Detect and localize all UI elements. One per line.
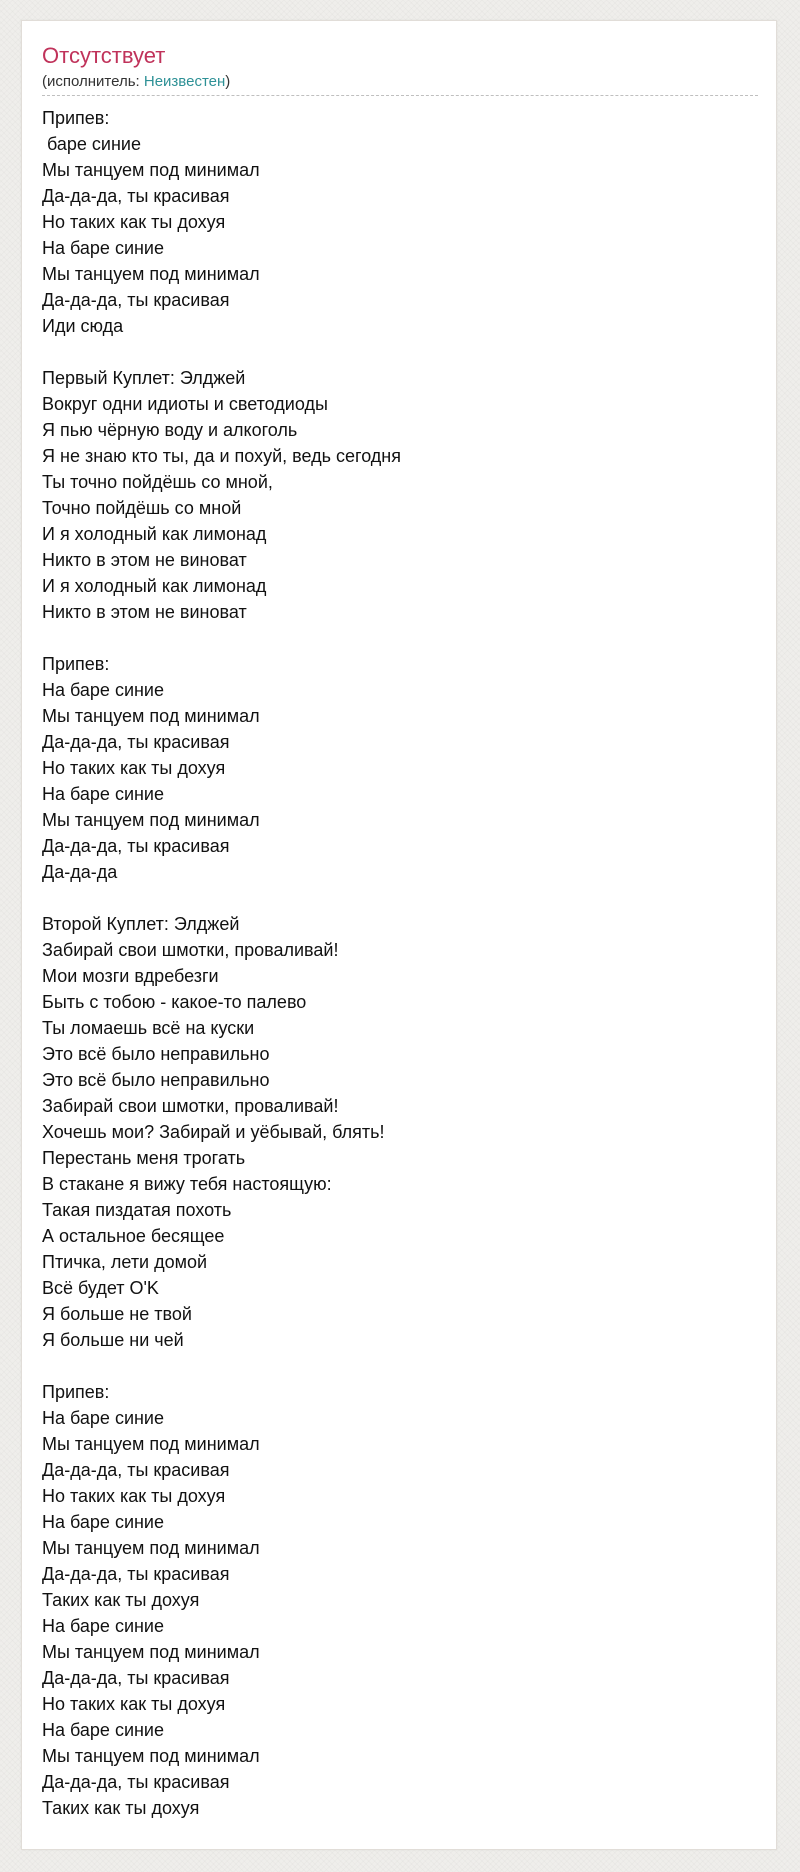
- lyric-line: Таких как ты дохуя: [42, 1590, 200, 1610]
- artist-link[interactable]: Неизвестен: [143, 73, 226, 90]
- lyric-line: Вокруг одни идиоты и светодиоды: [42, 394, 328, 414]
- lyric-line: Мы танцуем под минимал: [42, 264, 260, 284]
- lyric-line: [42, 1353, 758, 1379]
- lyric-line: Я не знаю кто ты, да и похуй, ведь сегодня: [42, 446, 401, 466]
- lyric-line: Мы танцуем под минимал: [42, 160, 260, 180]
- lyric-line: Хочешь мои? Забирай и уёбывай, блять!: [42, 1122, 385, 1142]
- lyric-line: Да-да-да, ты красивая: [42, 1460, 230, 1480]
- artist-suffix: ): [225, 73, 231, 90]
- lyric-line: Припев:: [42, 654, 110, 674]
- lyric-line: На баре синие: [42, 1720, 165, 1740]
- artist-line: [42, 73, 230, 91]
- lyric-line: Припев:: [42, 108, 110, 128]
- lyric-line: Мы танцуем под минимал: [42, 1746, 260, 1766]
- lyric-line: Это всё было неправильно: [42, 1070, 270, 1090]
- song-header: [42, 43, 758, 96]
- lyric-line: В стакане я вижу тебя настоящую:: [42, 1174, 332, 1194]
- lyric-line: Да-да-да, ты красивая: [42, 186, 230, 206]
- lyric-line: На баре синие: [42, 238, 165, 258]
- lyric-line: Ты ломаешь всё на куски: [42, 1018, 255, 1038]
- lyric-line: А остальное бесящее: [42, 1226, 225, 1246]
- lyric-line: Мои мозги вдребезги: [42, 966, 219, 986]
- lyric-line: Точно пойдёшь со мной: [42, 498, 242, 518]
- lyric-line: Перестань меня трогать: [42, 1148, 246, 1168]
- artist-prefix: (исполнитель:: [42, 73, 144, 90]
- lyric-line: На баре синие: [42, 784, 165, 804]
- lyric-line: Да-да-да, ты красивая: [42, 732, 230, 752]
- lyric-line: На баре синие: [42, 680, 165, 700]
- lyric-line: [42, 625, 758, 651]
- lyric-line: [42, 885, 758, 911]
- lyric-line: Всё будет O'K: [42, 1278, 159, 1298]
- lyric-line: Мы танцуем под минимал: [42, 1434, 260, 1454]
- lyric-line: Припев:: [42, 1382, 110, 1402]
- lyric-line: Мы танцуем под минимал: [42, 1538, 260, 1558]
- lyrics-text: [42, 105, 758, 1821]
- lyric-line: Птичка, лети домой: [42, 1252, 208, 1272]
- lyric-line: Никто в этом не виноват: [42, 550, 247, 570]
- lyric-line: Мы танцуем под минимал: [42, 706, 260, 726]
- lyric-line: Но таких как ты дохуя: [42, 1486, 226, 1506]
- lyric-line: Да-да-да: [42, 862, 118, 882]
- lyric-line: Такая пиздатая похоть: [42, 1200, 232, 1220]
- lyric-line: Да-да-да, ты красивая: [42, 836, 230, 856]
- lyric-line: Таких как ты дохуя: [42, 1798, 200, 1818]
- lyric-line: И я холодный как лимонад: [42, 576, 267, 596]
- lyric-line: На баре синие: [42, 1408, 165, 1428]
- lyric-line: Но таких как ты дохуя: [42, 758, 226, 778]
- lyric-line: Я больше не твой: [42, 1304, 192, 1324]
- lyric-line: Да-да-да, ты красивая: [42, 1772, 230, 1792]
- lyric-line: На баре синие: [42, 1616, 165, 1636]
- lyric-line: Я больше ни чей: [42, 1330, 184, 1350]
- lyrics-card: [21, 20, 777, 1850]
- lyric-line: Забирай свои шмотки, проваливай!: [42, 1096, 339, 1116]
- lyric-line: И я холодный как лимонад: [42, 524, 267, 544]
- lyric-line: Да-да-да, ты красивая: [42, 1564, 230, 1584]
- lyric-line: Но таких как ты дохуя: [42, 1694, 226, 1714]
- song-title: Отсутствует: [42, 43, 166, 68]
- lyric-line: Ты точно пойдёшь со мной,: [42, 472, 273, 492]
- lyric-line: Мы танцуем под минимал: [42, 810, 260, 830]
- lyric-line: Забирай свои шмотки, проваливай!: [42, 940, 339, 960]
- lyric-line: Никто в этом не виноват: [42, 602, 247, 622]
- lyric-line: На баре синие: [42, 1512, 165, 1532]
- lyric-line: Но таких как ты дохуя: [42, 212, 226, 232]
- lyric-line: Второй Куплет: Элджей: [42, 914, 240, 934]
- lyric-line: Я пью чёрную воду и алкоголь: [42, 420, 298, 440]
- lyric-line: Первый Куплет: Элджей: [42, 368, 246, 388]
- lyric-line: [42, 339, 758, 365]
- lyric-line: Это всё было неправильно: [42, 1044, 270, 1064]
- lyric-line: Мы танцуем под минимал: [42, 1642, 260, 1662]
- lyric-line: Да-да-да, ты красивая: [42, 290, 230, 310]
- lyric-line: Да-да-да, ты красивая: [42, 1668, 230, 1688]
- lyric-line: баре синие: [42, 134, 141, 154]
- lyric-line: Иди сюда: [42, 316, 124, 336]
- lyric-line: Быть с тобою - какое-то палево: [42, 992, 307, 1012]
